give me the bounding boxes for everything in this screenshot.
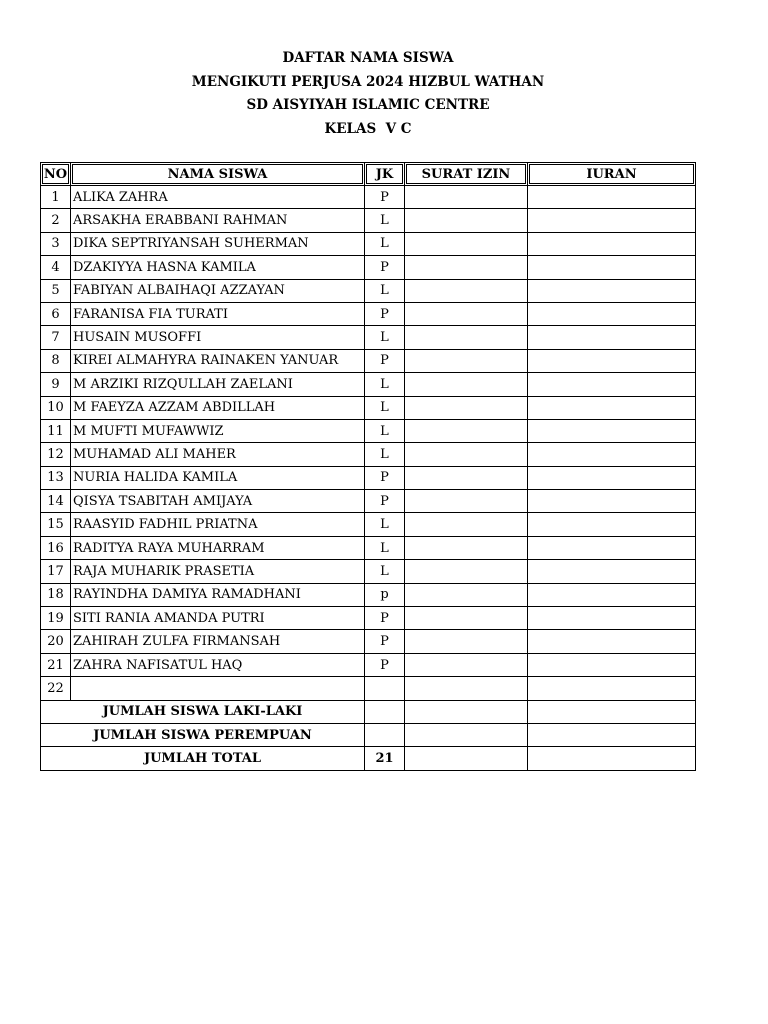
row-student-name: MUHAMAD ALI MAHER [71, 443, 365, 466]
row-gender: L [365, 326, 405, 349]
table-row [41, 373, 696, 396]
row-iuran [528, 630, 696, 653]
table-row [41, 186, 696, 209]
summary-total-iuran [528, 747, 696, 770]
row-surat-izin [405, 279, 528, 302]
table-row [41, 583, 696, 606]
summary-male-surat-izin [405, 700, 528, 723]
row-no: 4 [41, 256, 71, 279]
header-jk: JK [365, 163, 405, 186]
table-row [41, 256, 696, 279]
row-no: 12 [41, 443, 71, 466]
row-no: 7 [41, 326, 71, 349]
row-iuran [528, 490, 696, 513]
table-row [41, 560, 696, 583]
row-iuran [528, 349, 696, 372]
table-row [41, 279, 696, 302]
row-gender: L [365, 443, 405, 466]
row-surat-izin [405, 302, 528, 325]
row-student-name: NURIA HALIDA KAMILA [71, 466, 365, 489]
table-body [41, 186, 696, 701]
row-surat-izin [405, 607, 528, 630]
table-row [41, 326, 696, 349]
row-student-name: ZAHIRAH ZULFA FIRMANSAH [71, 630, 365, 653]
row-surat-izin [405, 443, 528, 466]
row-gender: P [365, 490, 405, 513]
summary-male-label: JUMLAH SISWA LAKI-LAKI [41, 700, 365, 723]
row-no: 15 [41, 513, 71, 536]
row-surat-izin [405, 256, 528, 279]
row-surat-izin [405, 630, 528, 653]
heading-class: KELAS V C [324, 120, 412, 137]
row-iuran [528, 466, 696, 489]
row-student-name: FABIYAN ALBAIHAQI AZZAYAN [71, 279, 365, 302]
row-surat-izin [405, 186, 528, 209]
row-no: 11 [41, 419, 71, 442]
row-surat-izin [405, 373, 528, 396]
row-gender: L [365, 396, 405, 419]
table-row [41, 349, 696, 372]
row-student-name: RADITYA RAYA MUHARRAM [71, 536, 365, 559]
row-student-name: DIKA SEPTRIYANSAH SUHERMAN [71, 232, 365, 255]
row-no: 14 [41, 490, 71, 513]
row-surat-izin [405, 326, 528, 349]
table-row [41, 677, 696, 700]
row-iuran [528, 513, 696, 536]
heading-school: SD AISYIYAH ISLAMIC CENTRE [246, 97, 490, 113]
row-surat-izin [405, 653, 528, 676]
row-iuran [528, 677, 696, 700]
summary-female-label: JUMLAH SISWA PEREMPUAN [41, 723, 365, 746]
row-iuran [528, 583, 696, 606]
row-student-name: SITI RANIA AMANDA PUTRI [71, 607, 365, 630]
row-iuran [528, 373, 696, 396]
table-row [41, 630, 696, 653]
row-gender: P [365, 466, 405, 489]
row-surat-izin [405, 466, 528, 489]
row-iuran [528, 443, 696, 466]
row-no: 10 [41, 396, 71, 419]
table-row [41, 607, 696, 630]
table-header-row [41, 163, 696, 186]
row-surat-izin [405, 490, 528, 513]
row-gender: p [365, 583, 405, 606]
row-student-name: M FAEYZA AZZAM ABDILLAH [71, 396, 365, 419]
row-iuran [528, 536, 696, 559]
row-student-name: M ARZIKI RIZQULLAH ZAELANI [71, 373, 365, 396]
table-row [41, 443, 696, 466]
row-no: 1 [41, 186, 71, 209]
row-student-name: KIREI ALMAHYRA RAINAKEN YANUAR [71, 349, 365, 372]
table-row [41, 302, 696, 325]
summary-female-iuran [528, 723, 696, 746]
summary-total-label: JUMLAH TOTAL [41, 747, 365, 770]
row-gender: L [365, 209, 405, 232]
row-iuran [528, 209, 696, 232]
row-iuran [528, 560, 696, 583]
row-iuran [528, 607, 696, 630]
row-no: 19 [41, 607, 71, 630]
table-row [41, 209, 696, 232]
row-iuran [528, 256, 696, 279]
row-gender: P [365, 630, 405, 653]
row-surat-izin [405, 560, 528, 583]
row-gender: P [365, 349, 405, 372]
header-surat-izin: SURAT IZIN [405, 163, 528, 186]
row-gender [365, 677, 405, 700]
row-student-name: QISYA TSABITAH AMIJAYA [71, 490, 365, 513]
row-student-name: RAYINDHA DAMIYA RAMADHANI [71, 583, 365, 606]
table-row [41, 419, 696, 442]
row-student-name: ARSAKHA ERABBANI RAHMAN [71, 209, 365, 232]
summary-row-male [41, 700, 696, 723]
heading-title: DAFTAR NAMA SISWA [282, 50, 454, 66]
summary-row-total [41, 747, 696, 770]
heading-event: MENGIKUTI PERJUSA 2024 HIZBUL WATHAN [191, 73, 545, 90]
row-gender: L [365, 419, 405, 442]
row-no: 5 [41, 279, 71, 302]
row-iuran [528, 302, 696, 325]
header-no: NO [41, 163, 71, 186]
row-gender: L [365, 373, 405, 396]
summary-total-value: 21 [365, 747, 405, 770]
row-student-name: M MUFTI MUFAWWIZ [71, 419, 365, 442]
row-gender: P [365, 186, 405, 209]
row-gender: L [365, 232, 405, 255]
document-heading [0, 47, 736, 141]
row-gender: L [365, 279, 405, 302]
table-row [41, 466, 696, 489]
row-gender: P [365, 607, 405, 630]
row-no: 3 [41, 232, 71, 255]
row-no: 13 [41, 466, 71, 489]
row-surat-izin [405, 513, 528, 536]
row-iuran [528, 653, 696, 676]
summary-female-value [365, 723, 405, 746]
row-iuran [528, 326, 696, 349]
row-no: 16 [41, 536, 71, 559]
row-iuran [528, 419, 696, 442]
row-surat-izin [405, 396, 528, 419]
row-iuran [528, 396, 696, 419]
row-student-name [71, 677, 365, 700]
summary-total-surat-izin [405, 747, 528, 770]
row-no: 21 [41, 653, 71, 676]
header-iuran: IURAN [528, 163, 696, 186]
row-gender: P [365, 256, 405, 279]
row-no: 8 [41, 349, 71, 372]
row-iuran [528, 279, 696, 302]
row-gender: P [365, 653, 405, 676]
row-no: 17 [41, 560, 71, 583]
row-no: 20 [41, 630, 71, 653]
summary-row-female [41, 723, 696, 746]
row-student-name: ZAHRA NAFISATUL HAQ [71, 653, 365, 676]
table-row [41, 396, 696, 419]
row-surat-izin [405, 232, 528, 255]
summary-male-iuran [528, 700, 696, 723]
table-row [41, 536, 696, 559]
summary-male-value [365, 700, 405, 723]
header-name: NAMA SISWA [71, 163, 365, 186]
row-surat-izin [405, 677, 528, 700]
table-row [41, 513, 696, 536]
table-row [41, 490, 696, 513]
row-student-name: FARANISA FIA TURATI [71, 302, 365, 325]
row-gender: L [365, 513, 405, 536]
row-iuran [528, 232, 696, 255]
row-surat-izin [405, 583, 528, 606]
row-gender: L [365, 536, 405, 559]
row-no: 6 [41, 302, 71, 325]
row-gender: L [365, 560, 405, 583]
row-student-name: RAJA MUHARIK PRASETIA [71, 560, 365, 583]
row-student-name: DZAKIYYA HASNA KAMILA [71, 256, 365, 279]
row-no: 9 [41, 373, 71, 396]
summary-female-surat-izin [405, 723, 528, 746]
row-no: 22 [41, 677, 71, 700]
row-student-name: ALIKA ZAHRA [71, 186, 365, 209]
row-gender: P [365, 302, 405, 325]
row-surat-izin [405, 419, 528, 442]
row-surat-izin [405, 349, 528, 372]
row-no: 2 [41, 209, 71, 232]
row-student-name: RAASYID FADHIL PRIATNA [71, 513, 365, 536]
row-student-name: HUSAIN MUSOFFI [71, 326, 365, 349]
student-table [40, 162, 696, 771]
row-no: 18 [41, 583, 71, 606]
row-surat-izin [405, 209, 528, 232]
row-surat-izin [405, 536, 528, 559]
table-row [41, 653, 696, 676]
row-iuran [528, 186, 696, 209]
table-row [41, 232, 696, 255]
